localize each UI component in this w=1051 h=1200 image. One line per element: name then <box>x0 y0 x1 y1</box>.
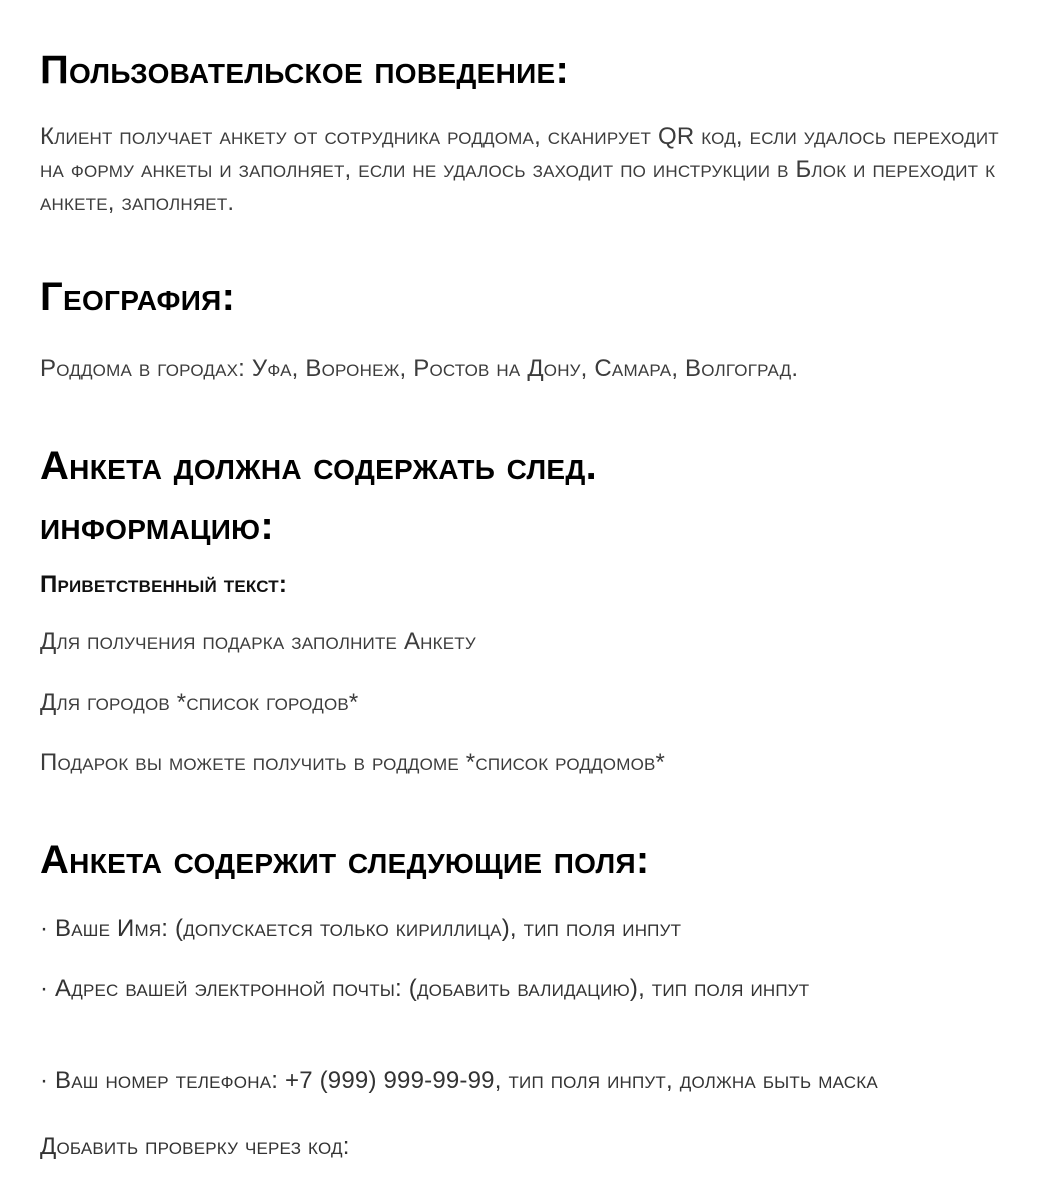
welcome-line-3: Подарок вы можете получить в роддоме *список роддомов* <box>40 749 666 776</box>
welcome-text-label: Приветственный текст: <box>40 571 288 598</box>
heading-form-content: Анкета должна содержать след. информацию: <box>40 444 598 548</box>
welcome-line-2: Для городов *список городов* <box>40 689 359 716</box>
user-behavior-text: Клиент получает анкету от сотрудника роддома, сканирует QR код, если удалось переходит на форму анкеты и заполняет, если не удалось заходит по инструкции в Блок и переходит к анкете, заполняет. <box>40 123 999 216</box>
welcome-line-1: Для получения подарка заполните Анкету <box>40 628 476 655</box>
field-item-phone: · Ваш номер телефона: +7 (999) 999-99-99, тип поля инпут, должна быть маска <box>40 1067 878 1094</box>
verification-note: Добавить проверку через код: <box>40 1133 350 1160</box>
heading-form-fields: Анкета содержит следующие поля: <box>40 838 650 882</box>
heading-user-behavior: Пользовательское поведение: <box>40 48 570 92</box>
field-item-email: · Адрес вашей электронной почты: (добавить валидацию), тип поля инпут <box>40 975 810 1002</box>
field-item-name: · Ваше Имя: (допускается только кириллица), тип поля инпут <box>40 915 682 942</box>
heading-geography: География: <box>40 275 236 319</box>
geography-text: Роддома в городах: Уфа, Воронеж, Ростов на Дону, Самара, Волгоград. <box>40 355 799 382</box>
